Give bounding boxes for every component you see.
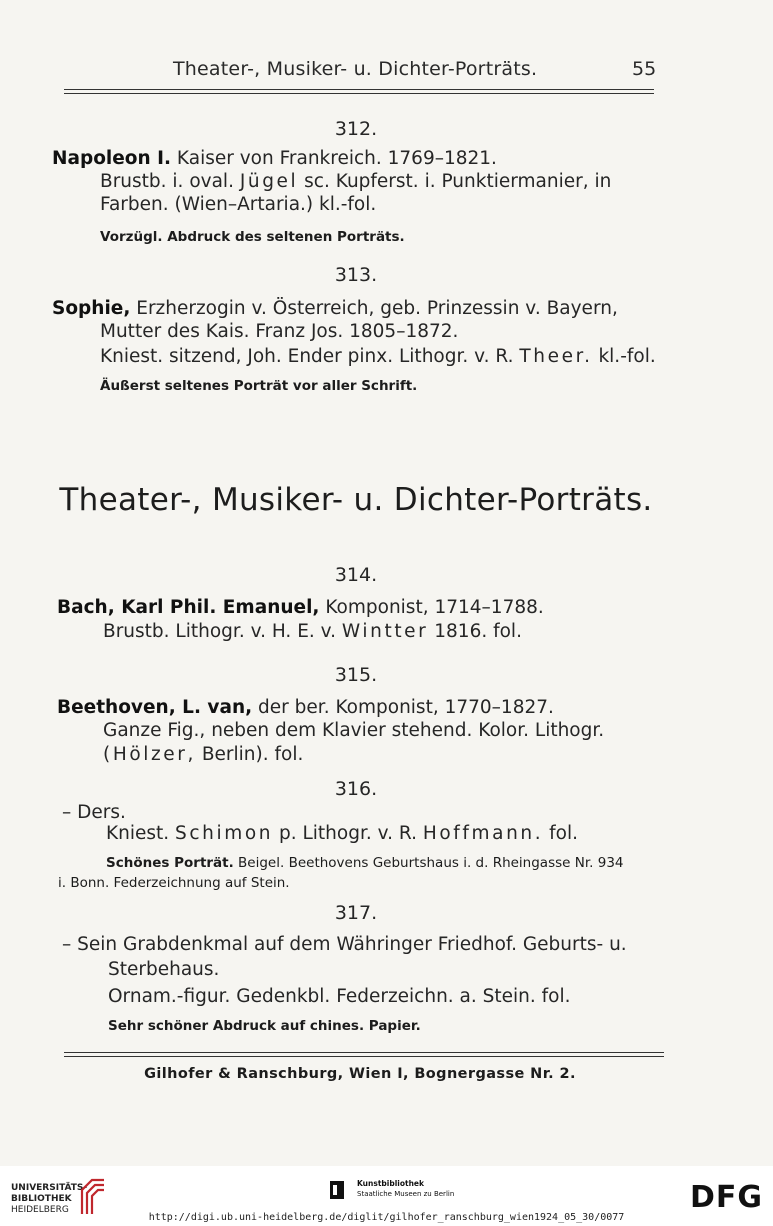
entry-line: – Ders. [62,802,126,823]
uni-line: UNIVERSITÄTS- [11,1183,88,1193]
section-title: Theater-, Musiker- u. Dichter-Porträts. [59,482,653,518]
entry-number: 316. [334,778,378,800]
entry-note [106,855,624,871]
entry-note: Vorzügl. Abdruck des seltenen Porträts. [100,229,405,245]
artist-name: Jügel [239,171,299,192]
kb-line: Staatliche Museen zu Berlin [357,1190,455,1198]
running-head-title: Theater-, Musiker- u. Dichter-Porträts. [173,58,538,80]
entry-heading [57,597,544,618]
entry-line: Ornam.-figur. Gedenkbl. Federzeichn. a. Stein. fol. [108,986,571,1007]
entry-line: Farben. (Wien–Artaria.) kl.-fol. [100,194,377,215]
entry-text: Kniest. [106,823,176,844]
artist-name: Theer. [519,346,593,367]
publisher-imprint: Gilhofer & Ranschburg, Wien I, Bognergasse Nr. 2. [144,1066,576,1082]
artist-name: Hoffmann. [422,823,544,844]
entry-name: Beethoven, L. van, [57,697,253,718]
entry-desc: der ber. Komponist, 1770–1827. [252,697,554,718]
entry-text: sc. Kupferst. i. Punktiermanier, in [298,171,612,192]
permalink-url[interactable]: http://digi.ub.uni-heidelberg.de/diglit/gilhofer_ranschburg_wien1924_05_30/0077 [148,1212,625,1223]
entry-number: 313. [334,264,378,286]
entry-line [100,346,656,367]
entry-name: Bach, Karl Phil. Emanuel, [57,597,320,618]
page-number: 55 [632,58,657,80]
entry-text: Brustb. i. oval. [100,171,240,192]
entry-heading [52,148,497,169]
entry-text: Berlin). fol. [195,744,304,765]
entry-line: Sterbehaus. [108,959,220,980]
entry-text: kl.-fol. [592,346,656,367]
entry-text: 1816. fol. [428,621,522,642]
entry-heading [52,298,618,319]
entry-line [106,823,578,844]
footer-rule-double [64,1056,664,1057]
entry-line: Mutter des Kais. Franz Jos. 1805–1872. [100,321,459,342]
entry-line: Ganze Fig., neben dem Klavier stehend. Kolor. Lithogr. [103,720,605,741]
entry-name: Sophie, [52,298,131,319]
entry-number: 314. [334,564,378,586]
entry-text: Kniest. sitzend, Joh. Ender pinx. Lithogr. v. R. [100,346,520,367]
entry-number: 312. [334,118,378,140]
uni-line: HEIDELBERG [11,1205,69,1215]
header-rule-double [64,93,654,94]
entry-line [103,621,522,642]
entry-desc: Erzherzogin v. Österreich, geb. Prinzessin v. Bayern, [130,298,618,319]
note-emphasis: Schönes Porträt. [106,855,234,871]
entry-text: p. Lithogr. v. R. [273,823,423,844]
kb-line: Kunstbibliothek [357,1179,425,1188]
artist-name: Wintter [341,621,429,642]
entry-note: Äußerst seltenes Porträt vor aller Schrift. [100,378,418,394]
kunstbibliothek-icon[interactable] [330,1181,344,1199]
entry-line [100,171,611,192]
entry-text: fol. [543,823,578,844]
entry-heading [57,697,554,718]
university-library-icon[interactable] [76,1176,108,1216]
footer-rule [64,1052,664,1053]
dfg-logo[interactable]: DFG [690,1180,764,1215]
entry-text: Brustb. Lithogr. v. H. E. v. [103,621,342,642]
artist-name: (Hölzer, [103,744,196,765]
entry-number: 317. [334,902,378,924]
artist-name: Schimon [175,823,274,844]
entry-desc: Kaiser von Frankreich. 1769–1821. [171,148,497,169]
entry-number: 315. [334,664,378,686]
entry-line [103,744,303,765]
kunstbibliothek-logo-text[interactable] [357,1179,454,1199]
entry-note: i. Bonn. Federzeichnung auf Stein. [58,875,290,891]
uni-line: BIBLIOTHEK [11,1194,72,1204]
entry-name: Napoleon I. [52,148,172,169]
header-rule [64,89,654,90]
entry-line: – Sein Grabdenkmal auf dem Währinger Friedhof. Geburts- u. [62,934,627,955]
entry-desc: Komponist, 1714–1788. [319,597,544,618]
entry-note: Sehr schöner Abdruck auf chines. Papier. [108,1018,421,1034]
note-text: Beigel. Beethovens Geburtshaus i. d. Rheingasse Nr. 934 [233,855,624,871]
